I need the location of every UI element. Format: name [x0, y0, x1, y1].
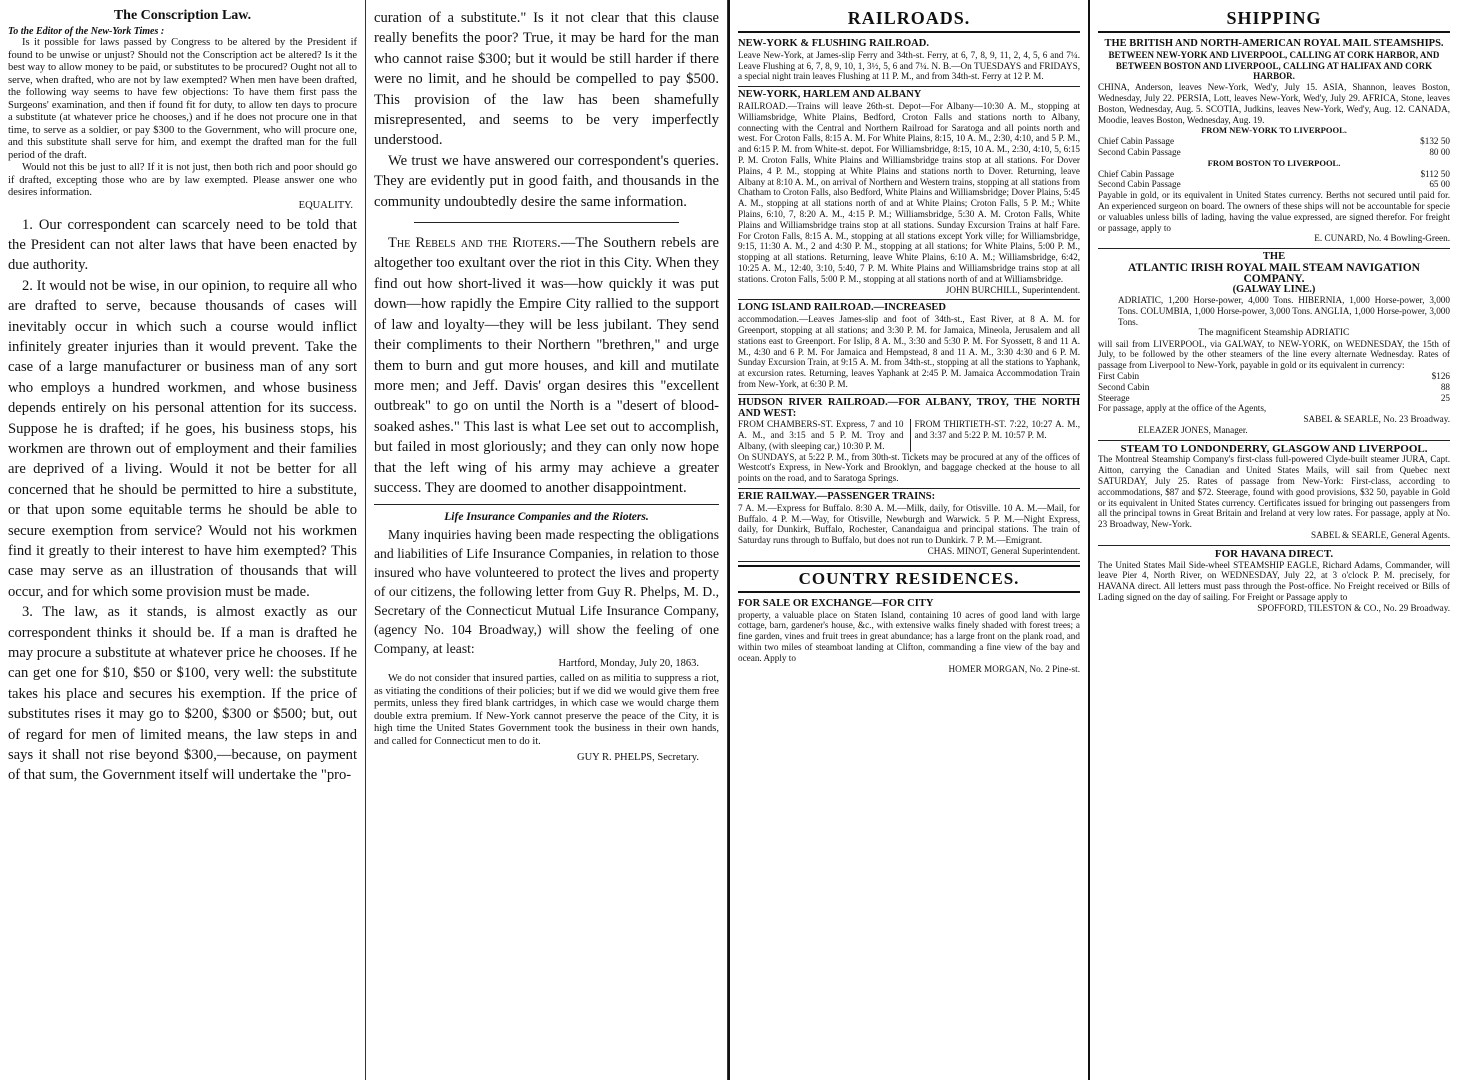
column-conscription [0, 0, 366, 1080]
ad-flushing-railroad [738, 36, 1080, 87]
ad-cunard [1098, 36, 1450, 249]
rebels-text: —The Southern rebels are altogether too exultant over the riot in this City. When they find out how short-lived it was—how quickly it was put down—how rapidly the Empire City rallied to the support of law and loyalty—they will be less jubilant. They send their compliments to their Northern "brethren," and urge them to burn and gut more houses, and kill and mutilate more men; and Jeff. Davis' organ desires this "excellent outbreak" to go on until the North is a "desert of blood-soaked ashes." This last is what Lee set out to accomplish, but failed in most gloriously; and they can only now hope that the left wing of his army may achieve a greater success. They are doomed to another disappointment. [374, 235, 719, 496]
fare-row [1098, 169, 1450, 180]
life-insurance-heading: Life Insurance Companies and the Rioters. [444, 511, 649, 524]
ad-text: will sail from LIVERPOOL, via GALWAY, to NEW-YORK, on WEDNESDAY, the 15th of July, to be followed by the other steamers of the line every alternate Wednesday. Rates of passage from Liverpool to New-York, payable in gold or its equivalent in currency: [1098, 338, 1450, 371]
reply-continued-paragraph: curation of a substitute." Is it not clear that this clause really benefits the poor? True, it may be hard for the man who cannot raise $300; but it would be still harder if there were no limit, and he should be compelled to pay $500. This provision of the law has been shamefully misrepresented, and seems to be very imperfectly understood. [374, 10, 719, 149]
ad-text: RAILROAD.—Trains will leave 26th-st. Depot—For Albany—10:30 A. M., stopping at Williamsbridge, White Plains, Bedford, Croton Falls and stations north to Albany, connecting with the Central and Northern Railroad for Saratoga and all points north and west. For Croton Falls, 8:15 A. M. For White Plains, 8:15, 10 A. M., 2:30, 4:10, and 5 P. M., and 6:15 P. M. from White-st. depot. For Williamsbridge, 8:15, 10 A. M., 2:30, 4:10, 5, 6:15 P. M. Croton Falls, White Plains and Williamsbridge trains stop at all stations. For Dover Plains, 4 P. M., stopping at White Plains and stations north to Dover. Returning, leave Albany at 8:10 A. M., on arrival of Northern and Western trains, stopping at all stations from Chatham to Croton Falls, also Bedford, White Plains and Williamsbridge; Dover Plains, 5:45 A. M., stopping at all stations north of and at White Plains; Croton Falls, 5 P. M.; White Plains, 6:10, 7, 8:20 A. M., 4:15 P. M.; Williamsbridge, 5:30 A. M. Croton Falls, White Plains and Williamsbridge trains stop at all stations. Sunday Excursion Trains at half Fare. For Croton Falls, 8:15 A. M., stopping at all stations except York ville; for Williamsbridge, 9:15, 11:30 A. M., 2 and 4:30 P. M., stopping at all stations; for White Plains, 5:00 P. M., stopping at all stations. Returning, leave White Plains, 6:10 A. M.; Williamsbridge, 6:42, 10:25 A. M., 12:40, 3:10, 5:40, 7 P. M. White Plains and Williamsbridge trains stop at all stations. Croton Falls, 5:00 P. M., stopping at all stations north of and at Williamsbridge. [738, 100, 1081, 284]
ad-signature: CHAS. MINOT, General Superintendent. [927, 546, 1080, 557]
divider [374, 504, 719, 505]
ad-title: FOR SALE OR EXCHANGE—FOR CITY [738, 597, 934, 609]
fare-value: 80 00 [1429, 146, 1450, 157]
hudson-timetable [738, 419, 1080, 451]
divider [414, 222, 679, 223]
column-shipping [1090, 0, 1458, 1080]
ad-text: property, a valuable place on Staten Island, containing 10 acres of good land with large cottage, barn, gardener's house, &c., with extensive walks finely shaded with forest trees; a fine garden, vines and fruit trees in great abundance; has a large front on the plank road, and within two miles of steamboat landing at Clifton, commanding a fine view of the bay and ocean. Apply to [738, 609, 1080, 663]
ad-title: HUDSON RIVER RAILROAD.—FOR ALBANY, TROY, THE NORTH AND WEST: [738, 396, 1080, 419]
ad-signature: E. CUNARD, No. 4 Bowling-Green. [1314, 233, 1450, 244]
fare-row [1098, 393, 1450, 404]
ad-title: NEW-YORK, HARLEM AND ALBANY [738, 89, 922, 101]
reply-continued [374, 8, 719, 212]
railroads-heading: RAILROADS. [738, 8, 1080, 33]
letter-signature: EQUALITY. [298, 199, 353, 211]
route-label: FROM NEW-YORK TO LIVERPOOL. [1201, 125, 1347, 136]
ad-title: STEAM TO LONDONDERRY, GLASGOW AND LIVERPOOL. [1120, 442, 1428, 455]
fare-label: Chief Cabin Passage [1098, 168, 1175, 179]
ad-signature: SABEL & SEARLE, General Agents. [1311, 530, 1450, 541]
ad-for-sale [738, 596, 1080, 679]
ad-long-island-railroad [738, 300, 1080, 394]
fare-value: $126 [1431, 370, 1450, 381]
fare-label: Chief Cabin Passage [1098, 136, 1175, 147]
reply-point-2: 2. It would not be wise, in our opinion, to require all who are drafted to serve, because thousands of cases will inevitably occur in which such a course would inflict infinitely greater injuries than it would prevent. Take the case of a large manufacturer or business man of any sort who employs a hundred workmen, and whose business depends entirely on his personal attention for its success. Suppose he is drafted; if he goes, his business stops, his workmen are thrown out of employment and their families are deprived of a living. Would it not be better for all concerned that he should be permitted to hire a substitute, or that upon some equitable terms he should be able to secure exemption from service? Would not his workmen find it greatly to their interest to have him exempted? This case may serve as an illustration of thousands that will occur, and for which some provision must be made. [8, 277, 357, 600]
ad-subtitle: BETWEEN NEW-YORK AND LIVERPOOL, CALLING AT CORK HARBOR, AND BETWEEN BOSTON AND LIVERPOOL, CALLING AT HALIFAX AND CORK HARBOR. [1108, 49, 1440, 82]
ship-list: ADRIATIC, 1,200 Horse-power, 4,000 Tons. HIBERNIA, 1,000 Horse-power, 3,000 Tons. COLUMBIA, 1,000 Horse-power, 3,000 Tons. ANGLIA, 1,000 Horse-power, 3,000 Tons. [1118, 295, 1450, 327]
ad-erie-railway [738, 489, 1080, 562]
ad-title: THE BRITISH AND NORTH-AMERICAN ROYAL MAIL STEAMSHIPS. [1104, 38, 1444, 49]
rebels-lead: The Rebels and the Rioters. [388, 235, 561, 252]
fare-value: 25 [1440, 392, 1450, 403]
ad-text: accommodation.—Leaves James-slip and foot of 34th-st., East River, at 8 A. M. for Greenport, stopping at all stations; and 3:30 P. M. for Jamaica, Mineola, Jerusalem and all stations east to Greenport. For Islip, 8 A. M., 3:30 and 5:30 P. M. For Syossett, 8 and 11 A. M., 4:30 and 6 P. M. For Jamaica and Hempstead, 8 and 11 A. M., 3:30 4:30 and 6 P. M. Sunday Excursion Train, at 9:15 A. M. from 34th-st., stopping at all the stations to Yaphank, at excursion rates. Returning, leaves Yaphank at 2:45 P. M. Jamaica Accommodation Train from New-York, at 6:30 P. M. [738, 314, 1080, 389]
fare-label: Second Cabin Passage [1098, 179, 1181, 190]
ad-text: Payable in gold, or its equivalent in United States currency. Berths not secured until paid for. An experienced surgeon on board. The owners of these ships will not be accountable for specie or valuables unless bills of lading, having the value expressed, are signed therefor. For freight or passage, apply to [1098, 190, 1450, 233]
shipping-heading: SHIPPING [1098, 8, 1450, 33]
ad-magnificent: The magnificent Steamship ADRIATIC [1198, 327, 1350, 338]
hudson-thirtieth: FROM THIRTIETH-ST. 7:22, 10:27 A. M., and 3:37 and 5:22 P. M. 10:57 P. M. [910, 419, 1081, 451]
route-label: FROM BOSTON TO LIVERPOOL. [1207, 157, 1341, 168]
editor-reply [8, 215, 357, 786]
phelps-letter [374, 673, 719, 748]
fare-row [1098, 179, 1450, 190]
reply-closing-paragraph: We trust we have answered our correspondent's queries. They are evidently put in good faith, and thousands in the community undoubtedly desire the same information. [374, 152, 719, 210]
ad-havana [1098, 546, 1450, 618]
reader-letter [8, 37, 357, 200]
letter-paragraph: Is it possible for laws passed by Congress to be altered by the President if found to be unwise or unjust? Should not the Conscription act be altered? Is it the best way to allow money to be paid, or substitutes to be procured? Ought not all to serve, when drafted, who are not by law exempted? When men have been drafted, the following way seems to have few objections: To have them first pass the Surgeons' examination, and then if found fit for duty, to allow ten days to procure a substitute (at whatever price he chooses,) and if he does not procure one in that time, to serve as a soldier, or pay $300 to the Government, who will procure one, and this substitute shall serve for him, and exempt the drafted man for the full period of the draft. [8, 37, 357, 161]
fare-row [1098, 382, 1450, 393]
ad-the: THE [1262, 251, 1286, 263]
ad-manager: ELEAZER JONES, Manager. [1138, 424, 1248, 435]
fare-label: Steerage [1098, 392, 1130, 403]
ad-text: Leave New-York, at James-slip Ferry and 34th-st. Ferry, at 6, 7, 8, 9, 11, 2, 4, 5, 6 and 7¼. Leave Flushing at 6, 7, 8, 9, 10, 1, 3½, 5, 6 and 7¼. N. B.—On TUESDAYS and FRIDAYS, a special night train leaves Flushing at 11 P. M., and from 34th-st. Ferry at 12 P. M. [738, 49, 1080, 82]
fare-label: Second Cabin [1098, 381, 1150, 392]
ad-text: For passage, apply at the office of the Agents, [1098, 403, 1267, 414]
fare-value: $132 50 [1420, 136, 1450, 147]
ad-londonderry [1098, 441, 1450, 546]
ad-title: NEW-YORK & FLUSHING RAILROAD. [738, 38, 929, 49]
ad-harlem-railroad [738, 87, 1080, 300]
life-insurance-article [374, 525, 719, 658]
reply-point-3: 3. The law, as it stands, is almost exactly as our correspondent thinks it should be. If a man is drafted he may procure a substitute at whatever price he chooses. If he can get one for $10, $50 or $100, very well: the substitute takes his place and secures his exemption. If the price of substitutes rises it may go to $200, $300 or $500; but, out of regard for men of limited means, the law steps in and says it shall not rise beyond $300,—because, on payment of that sum, the Government itself will undertake the "pro- [8, 604, 357, 784]
country-residences-heading: COUNTRY RESIDENCES. [738, 565, 1080, 593]
phelps-letter-text: We do not consider that insured parties, called on as militia to suppress a riot, as vitiating the conditions of their policies; but if we did we would give them free permits, unless they fired blank cartridges, in which case we would charge them double extra premium. If New-York cannot preserve the peace of the City, it is high time the United States Government took the business in their own hands, and called for Connecticut men to do it. [374, 673, 719, 747]
ad-signature: SABEL & SEARLE, No. 23 Broadway. [1303, 414, 1450, 425]
fare-row [1098, 147, 1450, 158]
ad-signature: SPOFFORD, TILESTON & CO., No. 29 Broadway. [1257, 602, 1450, 613]
fare-row [1098, 136, 1450, 147]
ad-signature: HOMER MORGAN, No. 2 Pine-st. [948, 663, 1080, 674]
ad-galway-line [1098, 249, 1450, 441]
reply-point-1: 1. Our correspondent can scarcely need to be told that the President can not alter laws that have been enacted by due authority. [8, 216, 357, 274]
life-insurance-text: Many inquiries having been made respecting the obligations and liabilities of Life Insurance Companies, in relation to those insured who have volunteered to protect the lives and property of our citizens, the following letter from Guy R. Phelps, M. D., Secretary of the Connecticut Mutual Life Insurance Company, (agency No. 104 Broadway,) will show the feeling of one Company, at least: [374, 527, 719, 657]
rebels-article [374, 233, 719, 498]
ad-text: On SUNDAYS, at 5:22 P. M., from 30th-st. Tickets may be procured at any of the offices of Westcott's Express, in New-York and Brooklyn, and baggage checked at the house to all points on the road, and to Saratoga Springs. [738, 451, 1080, 484]
ship-list: CHINA, Anderson, leaves New-York, Wed'y, July 15. ASIA, Shannon, leaves Boston, Wednesday, July 22. PERSIA, Lott, leaves New-York, Wed'y, July 29. AFRICA, Stone, leaves Boston, Wednesday, Aug. 5. SCOTIA, Judkins, leaves New-York, Wed'y, Aug. 12. CANADA, Moodie, leaves Boston, Wednesday, Aug. 19. [1098, 82, 1450, 125]
phelps-signature: GUY R. PHELPS, Secretary. [576, 752, 699, 764]
hudson-chambers: FROM CHAMBERS-ST. Express, 7 and 10 A. M., and 3:15 and 5 P. M. Troy and Albany, (with sleeping car,) 10:30 P. M. [738, 419, 904, 451]
fare-value: $112 50 [1420, 168, 1450, 179]
ad-subtitle: (GALWAY LINE.) [1232, 283, 1316, 295]
letter-dateline: Hartford, Monday, July 20, 1863. [558, 658, 699, 670]
ad-signature: JOHN BURCHILL, Superintendent. [945, 284, 1080, 295]
ad-title: LONG ISLAND RAILROAD.—INCREASED [738, 302, 946, 314]
fare-row [1098, 371, 1450, 382]
column-railroads [728, 0, 1090, 1080]
fare-value: 65 00 [1429, 179, 1450, 190]
conscription-heading: The Conscription Law. [113, 8, 252, 23]
ad-title: ERIE RAILWAY.—PASSENGER TRAINS: [738, 491, 936, 503]
letter-paragraph-2: Would not this be just to all? If it is not just, then both rich and poor should go if drafted, excepting those who are by law exempted. Please answer one who desires information. [8, 162, 357, 198]
ad-hudson-railroad [738, 395, 1080, 489]
ad-text: 7 A. M.—Express for Buffalo. 8:30 A. M.—Milk, daily, for Otisville. 10 A. M.—Mail, for Buffalo. 4 P. M.—Way, for Otisville, Newburgh and Warwick. 5 P. M.—Night Express, daily, for Dunkirk, Buffalo, Rochester, Canandaigua and principal stations. The train of Saturday runs through to Buffalo, but does not run to Dunkirk. 7 P. M.—Emigrant. [738, 502, 1080, 546]
ad-title: FOR HAVANA DIRECT. [1214, 547, 1334, 560]
fare-label: First Cabin [1098, 370, 1140, 381]
to-editor-line: To the Editor of the New-York Times : [8, 26, 165, 37]
column-editorial [366, 0, 728, 1080]
fare-label: Second Cabin Passage [1098, 146, 1181, 157]
fare-value: 88 [1440, 381, 1450, 392]
ad-title: ATLANTIC IRISH ROYAL MAIL STEAM NAVIGATION COMPANY. [1128, 261, 1420, 285]
ad-text: The Montreal Steamship Company's first-class full-powered Clyde-built steamer JURA, Capt. Aitton, carrying the Canadian and United States Mails, will sail from Quebec next SATURDAY, July 25. Rates of passage from New-York: First-class, according to accommodations, $87 and $72. Steerage, found with good provisions, $32 50, payable in Gold or its equivalent in United States currency. Certificates issued for bringing out passengers from all the principal towns in Great Britain and Ireland at very low rates. For passage, apply at No. 23 Broadway, New-York. [1098, 454, 1450, 530]
ad-text: The United States Mail Side-wheel STEAMSHIP EAGLE, Richard Adams, Commander, will leave Pier 4, North River, on WEDNESDAY, July 22, at 3 o'clock P. M. precisely, for HAVANA direct. All letters must pass through the Post-office. No Freight received or Bills of Lading signed on the day of sailing. For Freight or Passage apply to [1098, 559, 1450, 603]
